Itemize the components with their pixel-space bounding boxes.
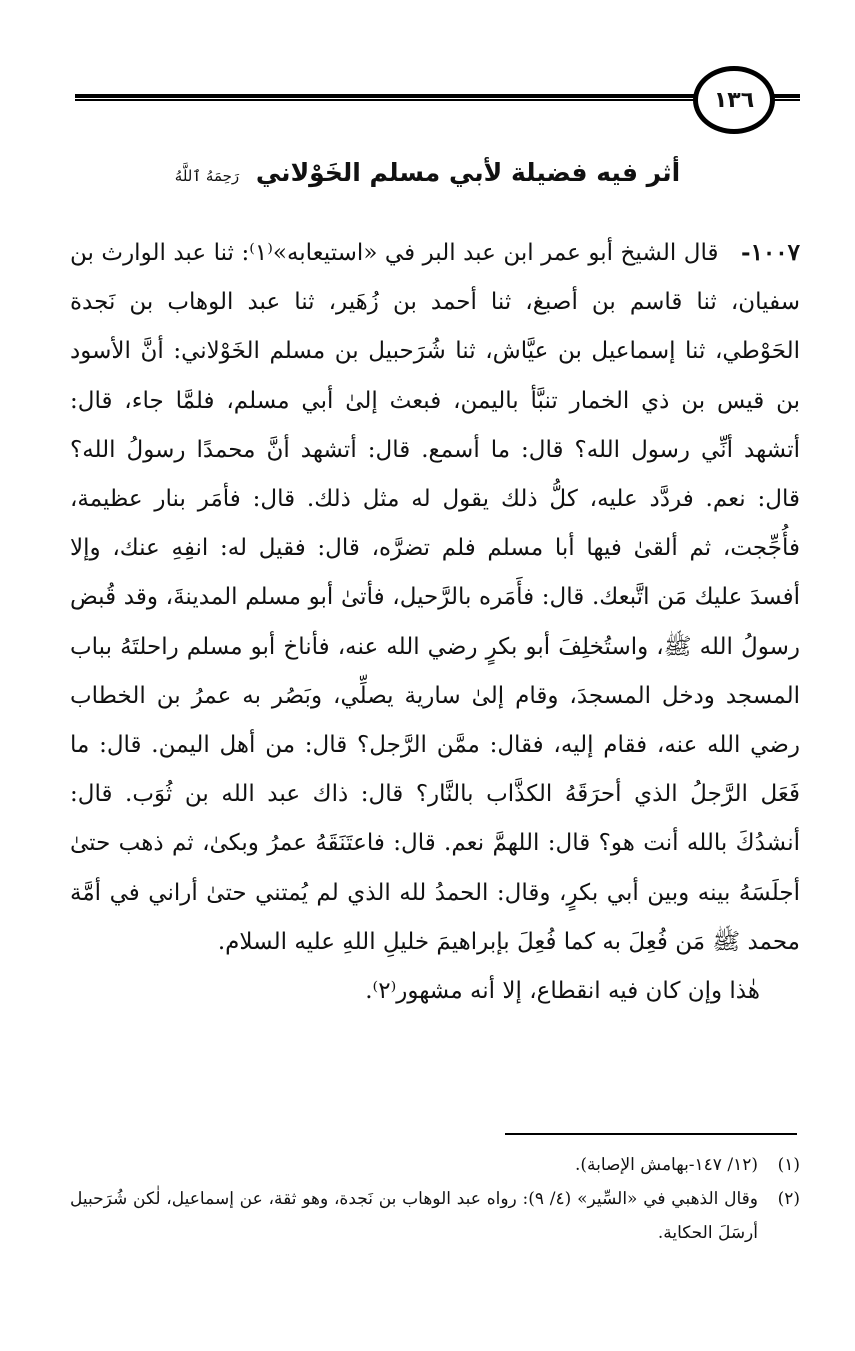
narration-paragraph [70,228,800,967]
header-rule [75,94,800,101]
main-text-block [70,228,800,1016]
page-number-badge [693,66,775,134]
closing-paragraph: هٰذا وإن كان فيه انقطاع، إلا أنه مشهور⁽٢⁾. [365,978,760,1005]
footnote-item [70,1182,800,1250]
footnote-mark: (١) [777,1155,800,1175]
footnote-text: وقال الذهبي في «السِّير» (٤/ ٩): رواه عبد الوهاب بن نَجدة، وهو ثقة، عن إسماعيل، لٰكن شُرَحبيل أرسَلَ الحكاية. [70,1189,758,1243]
footnote-mark: (٢) [777,1189,800,1209]
section-title [70,158,785,187]
hadith-number: ١٠٠٧- [741,239,800,266]
footnote-item [70,1148,800,1182]
footnotes [70,1148,800,1250]
narration-text: قال الشيخ أبو عمر ابن عبد البر في «استيعابه»⁽١⁾: ثنا عبد الوارث بن سفيان، ثنا قاسم بن أصبغ، ثنا أحمد بن زُهَير، ثنا عبد الوهاب بن نَجدة الحَوْطي، ثنا إسماعيل بن عيَّاش، ثنا شُرَحبيل بن مسلم الخَوْلاني: أنَّ الأسود بن قيس بن ذي الخمار تنبَّأ باليمن، فبعث إلىٰ أبي مسلم، فلمَّا جاء، قال: أتشهد أنِّي رسول الله؟ قال: ما أسمع. قال: أتشهد أنَّ محمدًا رسولُ الله؟ قال: نعم. فردَّد عليه، كلُّ ذلك يقول له مثل ذلك. قال: فأمَر بنار عظيمة، فأُجِّجت، ثم ألقىٰ فيها أبا مسلم فلم تضرَّه، قال: فقيل له: انفِهِ عنك، وإلا أفسدَ عليك مَن اتَّبعك. قال: فأَمَره بالرَّحيل، فأتىٰ أبو مسلم المدينةَ، وقد قُبض رسولُ الله ﷺ، واستُخلِفَ أبو بكرٍ رضي الله عنه، فأناخ أبو مسلم راحلتَهُ بباب المسجد ودخل المسجدَ، وقام إلىٰ سارية يصلِّي، وبَصُر به عمرُ بن الخطاب رضي الله عنه، فقام إليه، فقال: ممَّن الرَّجل؟ قال: من أهل اليمن. قال: ما فَعَل الرَّجلُ الذي أحرَقَهُ الكذَّاب بالنَّار؟ قال: ذاك عبد الله بن ثُوَب. قال: أنشدُكَ بالله أنت هو؟ قال: اللهمَّ نعم. قال: فاعتَنَقَهُ عمرُ وبكىٰ، ثم ذهب حتىٰ أجلَسَهُ بينه وبين أبي بكرٍ، وقال: الحمدُ لله الذي لم يُمتني حتىٰ أراني في أمَّة محمد ﷺ مَن فُعِلَ به كما فُعِلَ بإبراهيمَ خليلِ اللهِ عليه السلام. [70,240,800,955]
title-text: أثر فيه فضيلة لأبي مسلم الخَوْلاني [255,158,681,187]
footnote-separator [505,1133,797,1135]
title-honorific: رَحِمَهُ ٱللَّهُ [174,167,240,185]
page-number: ١٣٦ [713,87,755,113]
footnote-text: (١٢/ ١٤٧-بهامش الإصابة). [574,1155,758,1175]
